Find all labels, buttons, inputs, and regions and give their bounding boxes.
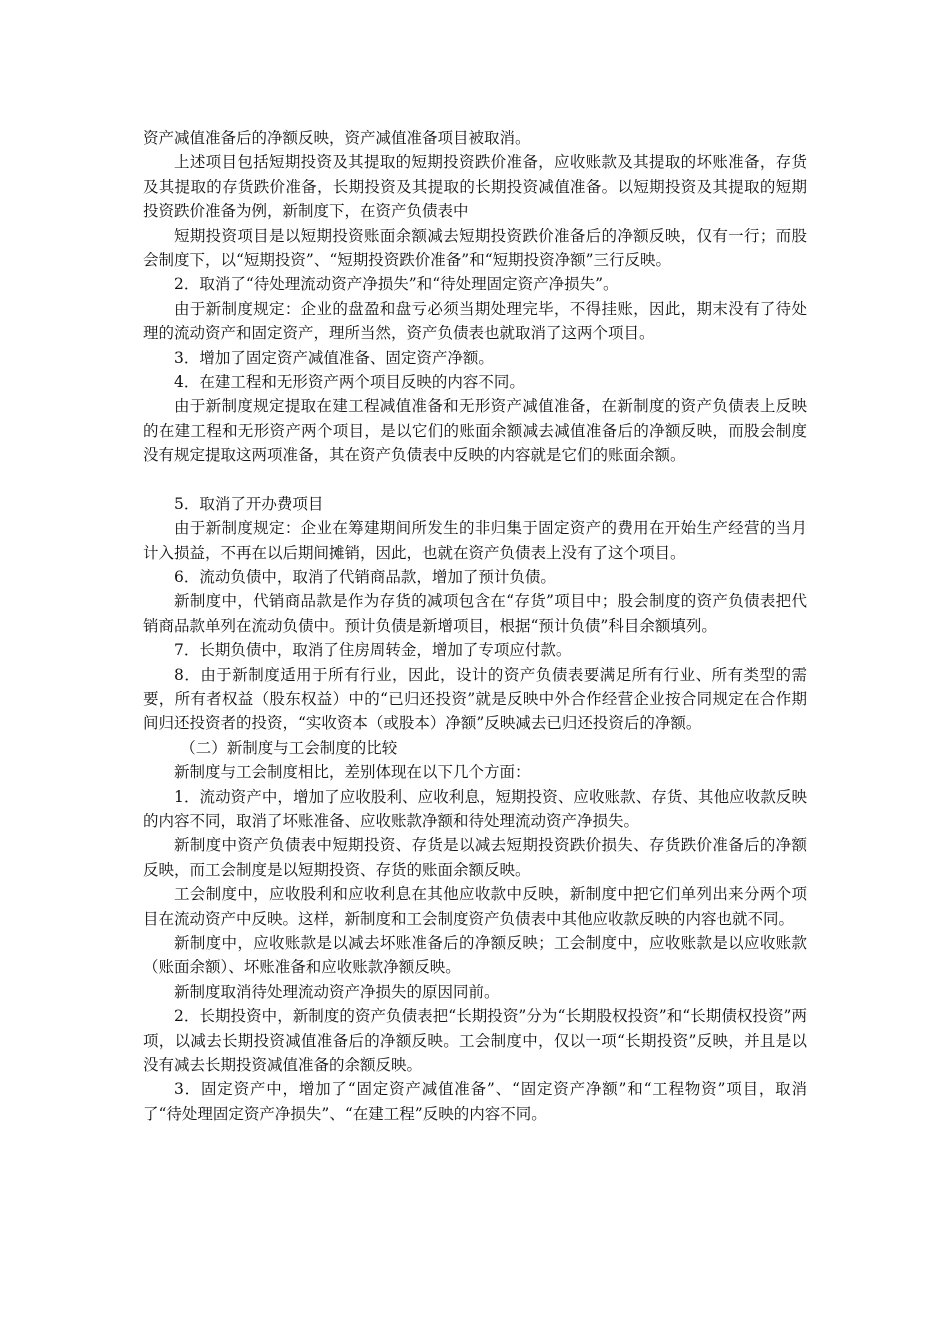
paragraph: 4．在建工程和无形资产两个项目反映的内容不同。: [174, 373, 525, 392]
paragraph: 上述项目包括短期投资及其提取的短期投资跌价准备，应收账款及其提取的坏账准备，存货及其提取的存货跌价准备，长期投资及其提取的长期投资减值准备。以短期投资及其提取的短期投资跌价准备为例，新制度下，在资产负债表中: [143, 153, 807, 221]
paragraph: 5．取消了开办费项目: [174, 494, 324, 513]
paragraph: 新制度中，应收账款是以减去坏账准备后的净额反映；工会制度中，应收账款是以应收账款（账面余额）、坏账准备和应收账款净额反映。: [143, 934, 807, 977]
paragraph: 2．取消了“待处理流动资产净损失”和“待处理固定资产净损失”。: [174, 275, 619, 294]
document-body: [143, 126, 807, 1126]
paragraph: 工会制度中，应收股利和应收利息在其他应收款中反映，新制度中把它们单列出来分两个项目在流动资产中反映。这样，新制度和工会制度资产负债表中其他应收款反映的内容也就不同。: [143, 885, 807, 928]
paragraph: 新制度与工会制度相比，差别体现在以下几个方面：: [174, 763, 531, 782]
paragraph: 短期投资项目是以短期投资账面余额减去短期投资跌价准备后的净额反映，仅有一行；而股会制度下，以“短期投资”、“短期投资跌价准备”和“短期投资净额”三行反映。: [143, 226, 807, 270]
paragraph: 2．长期投资中，新制度的资产负债表把“长期投资”分为“长期股权投资”和“长期债权投资”两项，以减去长期投资减值准备后的净额反映。工会制度中，仅以一项“长期投资”反映，并且是以没有减去长期投资减值准备的余额反映。: [143, 1007, 807, 1075]
paragraph: 新制度中资产负债表中短期投资、存货是以减去短期投资跌价损失、存货跌价准备后的净额反映，而工会制度是以短期投资、存货的账面余额反映。: [143, 836, 807, 879]
paragraph: 新制度取消待处理流动资产净损失的原因同前。: [174, 982, 500, 1001]
paragraph-spacer: [143, 468, 807, 492]
paragraph: 由于新制度规定：企业在筹建期间所发生的非归集于固定资产的费用在开始生产经营的当月计入损益，不再在以后期间摊销，因此，也就在资产负债表上没有了这个项目。: [143, 519, 807, 562]
paragraph: 8．由于新制度适用于所有行业，因此，设计的资产负债表要满足所有行业、所有类型的需要，所有者权益（股东权益）中的“已归还投资”就是反映中外合作经营企业按合同规定在合作期间归还投资者的投资，“实收资本（或股本）净额”反映减去已归还投资后的净额。: [143, 665, 807, 733]
paragraph: 资产减值准备后的净额反映，资产减值准备项目被取消。: [143, 129, 531, 147]
paragraph: 6．流动负债中，取消了代销商品款，增加了预计负债。: [174, 567, 556, 586]
paragraph: 3．固定资产中，增加了“固定资产减值准备”、“固定资产净额”和“工程物资”项目，取消了“待处理固定资产净损失”、“在建工程”反映的内容不同。: [143, 1080, 807, 1123]
paragraph: 7．长期负债中，取消了住房周转金，增加了专项应付款。: [174, 641, 572, 660]
paragraph: 新制度中，代销商品款是作为存货的减项包含在“存货”项目中；股会制度的资产负债表把代销商品款单列在流动负债中。预计负债是新增项目，根据“预计负债”科目余额填列。: [143, 592, 807, 635]
paragraph: 由于新制度规定：企业的盘盈和盘亏必须当期处理完毕，不得挂账，因此，期末没有了待处理的流动资产和固定资产，理所当然，资产负债表也就取消了这两个项目。: [143, 299, 807, 343]
paragraph: 1．流动资产中，增加了应收股利、应收利息，短期投资、应收账款、存货、其他应收款反映的内容不同，取消了坏账准备、应收账款净额和待处理流动资产净损失。: [143, 787, 807, 830]
section-heading: （二）新制度与工会制度的比较: [180, 738, 398, 757]
paragraph: 由于新制度规定提取在建工程减值准备和无形资产减值准备，在新制度的资产负债表上反映的在建工程和无形资产两个项目，是以它们的账面余额减去减值准备后的净额反映，而股会制度没有规定提取这两项准备，其在资产负债表中反映的内容就是它们的账面余额。: [143, 397, 807, 465]
paragraph: 3．增加了固定资产减值准备、固定资产净额。: [174, 348, 494, 367]
